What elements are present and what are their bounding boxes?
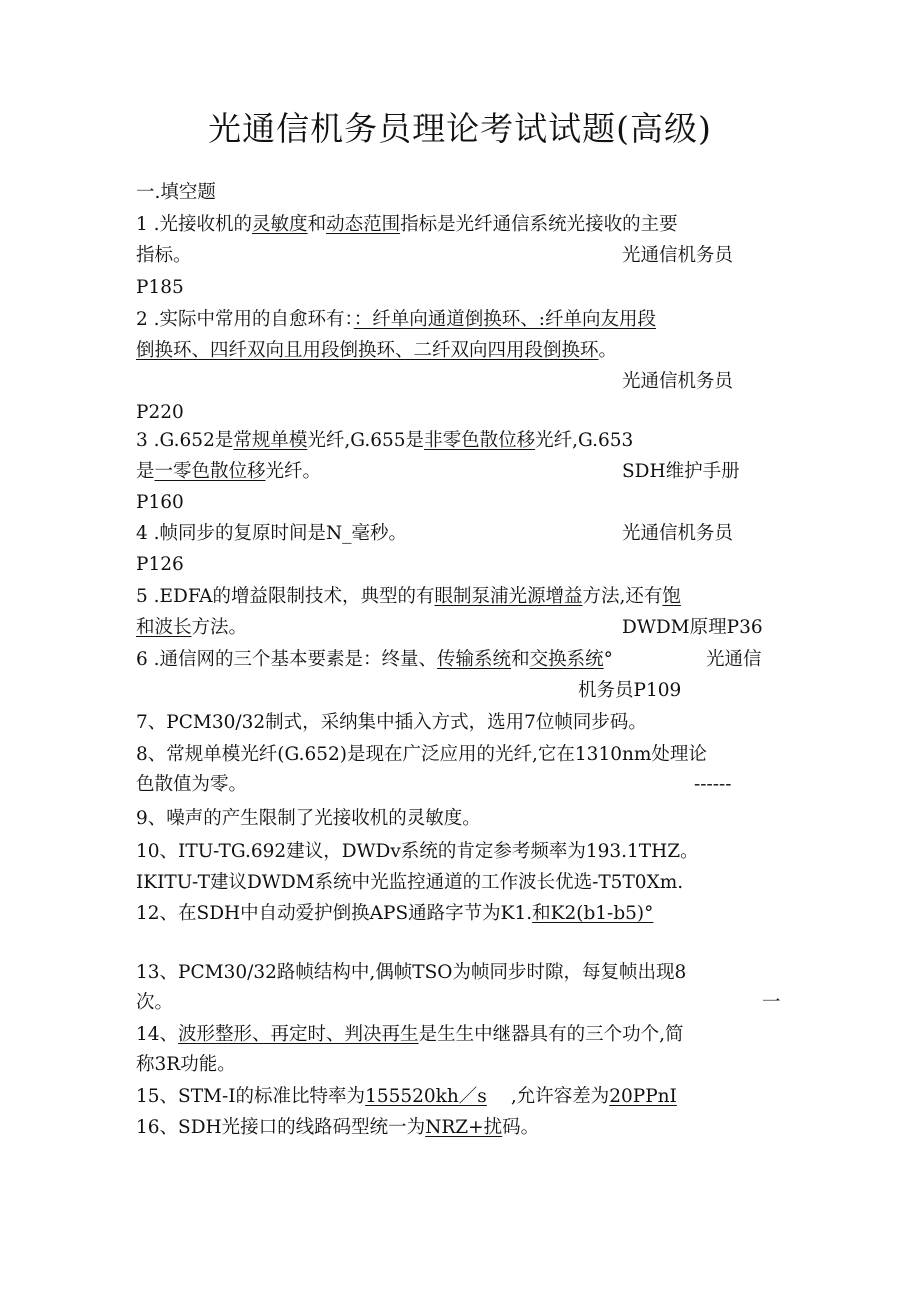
question-3-line-2: 是一零色散位移光纤。 bbox=[136, 461, 322, 482]
question-13-line-2: 次。 bbox=[136, 992, 174, 1013]
reference-page: P220 bbox=[136, 402, 184, 423]
answer: 动态范围 bbox=[326, 214, 401, 235]
question-6: 6 .通信网的三个基本要素是：终量、传输系统和交换系统° bbox=[136, 649, 613, 670]
answer: NRZ+扰 bbox=[425, 1117, 503, 1138]
reference: 机务员P109 bbox=[578, 680, 682, 701]
question-13-line-1: 13、PCM30/32路帧结构中,偶帧TSO为帧同步时隙，每复帧出现8 bbox=[136, 962, 687, 983]
question-2-line-2: 倒换环、四纤双向且用段倒换环、二纤双向四用段倒换环。 bbox=[136, 340, 618, 361]
answer: 和K2(b1-b5)° bbox=[532, 903, 654, 924]
answer: ：纤单向通道倒换环、:纤单向友用段 bbox=[353, 309, 657, 330]
reference-page: P126 bbox=[136, 554, 184, 575]
section-heading: 一.填空题 bbox=[136, 182, 216, 203]
dash-marker: ------ bbox=[694, 774, 732, 795]
question-14-line-1: 14、波形整形、再定时、判决再生是生生中继器具有的三个功个,简 bbox=[136, 1024, 684, 1045]
answer: 倒换环、四纤双向且用段倒换环、二纤双向四用段倒换环 bbox=[136, 340, 599, 361]
answer: 波形整形、再定时、判决再生 bbox=[178, 1024, 419, 1045]
question-15: 15、STM-I的标准比特率为155520kh／s ,允许容差为20PPnI bbox=[136, 1086, 677, 1107]
question-8-line-2: 色散值为零。 bbox=[136, 774, 248, 795]
answer: 20PPnI bbox=[609, 1086, 677, 1107]
answer: 常规单模 bbox=[233, 430, 308, 451]
answer: 非零色散位移 bbox=[424, 430, 536, 451]
reference: DWDM原理P36 bbox=[622, 617, 763, 638]
question-10: 10、ITU-TG.692建议，DWDv系统的肯定参考频率为193.1THZ。 bbox=[136, 841, 699, 862]
question-1-line-1: 1 .光接收机的灵敏度和动态范围指标是光纤通信系统光接收的主要 bbox=[136, 214, 678, 235]
page-title: 光通信机务员理论考试试题(高级) bbox=[208, 109, 712, 148]
answer: 和波长 bbox=[136, 617, 192, 638]
reference: 光通信机务员 bbox=[622, 371, 734, 392]
dash-marker: 一 bbox=[762, 992, 781, 1013]
question-7: 7、PCM30/32制式，采纳集中插入方式，选用7位帧同步码。 bbox=[136, 712, 647, 733]
reference: 光通信 bbox=[706, 649, 762, 670]
question-5-line-1: 5 .EDFA的增益限制技术，典型的有眼制泵浦光源增益方法,还有饱 bbox=[136, 586, 681, 607]
question-12: 12、在SDH中自动爱护倒换APS通路字节为K1.和K2(b1-b5)° bbox=[136, 903, 654, 924]
answer: 交换系统 bbox=[529, 649, 604, 670]
question-14-line-2: 称3R功能。 bbox=[136, 1054, 236, 1075]
answer: 传输系统 bbox=[437, 649, 512, 670]
reference: 光通信机务员 bbox=[622, 523, 734, 544]
question-1-line-2: 指标。 bbox=[136, 245, 192, 266]
question-16: 16、SDH光接口的线路码型统一为NRZ+扰码。 bbox=[136, 1117, 540, 1138]
question-5-line-2: 和波长方法。 bbox=[136, 617, 248, 638]
reference: 光通信机务员 bbox=[622, 245, 734, 266]
question-8-line-1: 8、常规单模光纤(G.652)是现在广泛应用的光纤,它在1310nm处理论 bbox=[136, 744, 707, 765]
question-11: IKITU-T建议DWDM系统中光监控通道的工作波长优选-T5T0Xm. bbox=[136, 872, 684, 893]
answer: 灵敏度 bbox=[252, 214, 308, 235]
answer: 饱 bbox=[662, 586, 681, 607]
question-9: 9、噪声的产生限制了光接收机的灵敏度。 bbox=[136, 808, 481, 829]
reference: SDH维护手册 bbox=[622, 461, 740, 482]
answer: 一零色散位移 bbox=[154, 461, 266, 482]
answer: 155520kh／s bbox=[365, 1086, 487, 1107]
reference-page: P160 bbox=[136, 492, 184, 513]
question-2-line-1: 2 .实际中常用的自愈环有：：纤单向通道倒换环、:纤单向友用段 bbox=[136, 309, 657, 330]
answer: 眼制泵浦光源增益 bbox=[434, 586, 583, 607]
question-3-line-1: 3 .G.652是常规单模光纤,G.655是非零色散位移光纤,G.653 bbox=[136, 430, 634, 451]
question-4: 4 .帧同步的复原时间是N_毫秒。 bbox=[136, 523, 407, 544]
reference-page: P185 bbox=[136, 277, 184, 298]
